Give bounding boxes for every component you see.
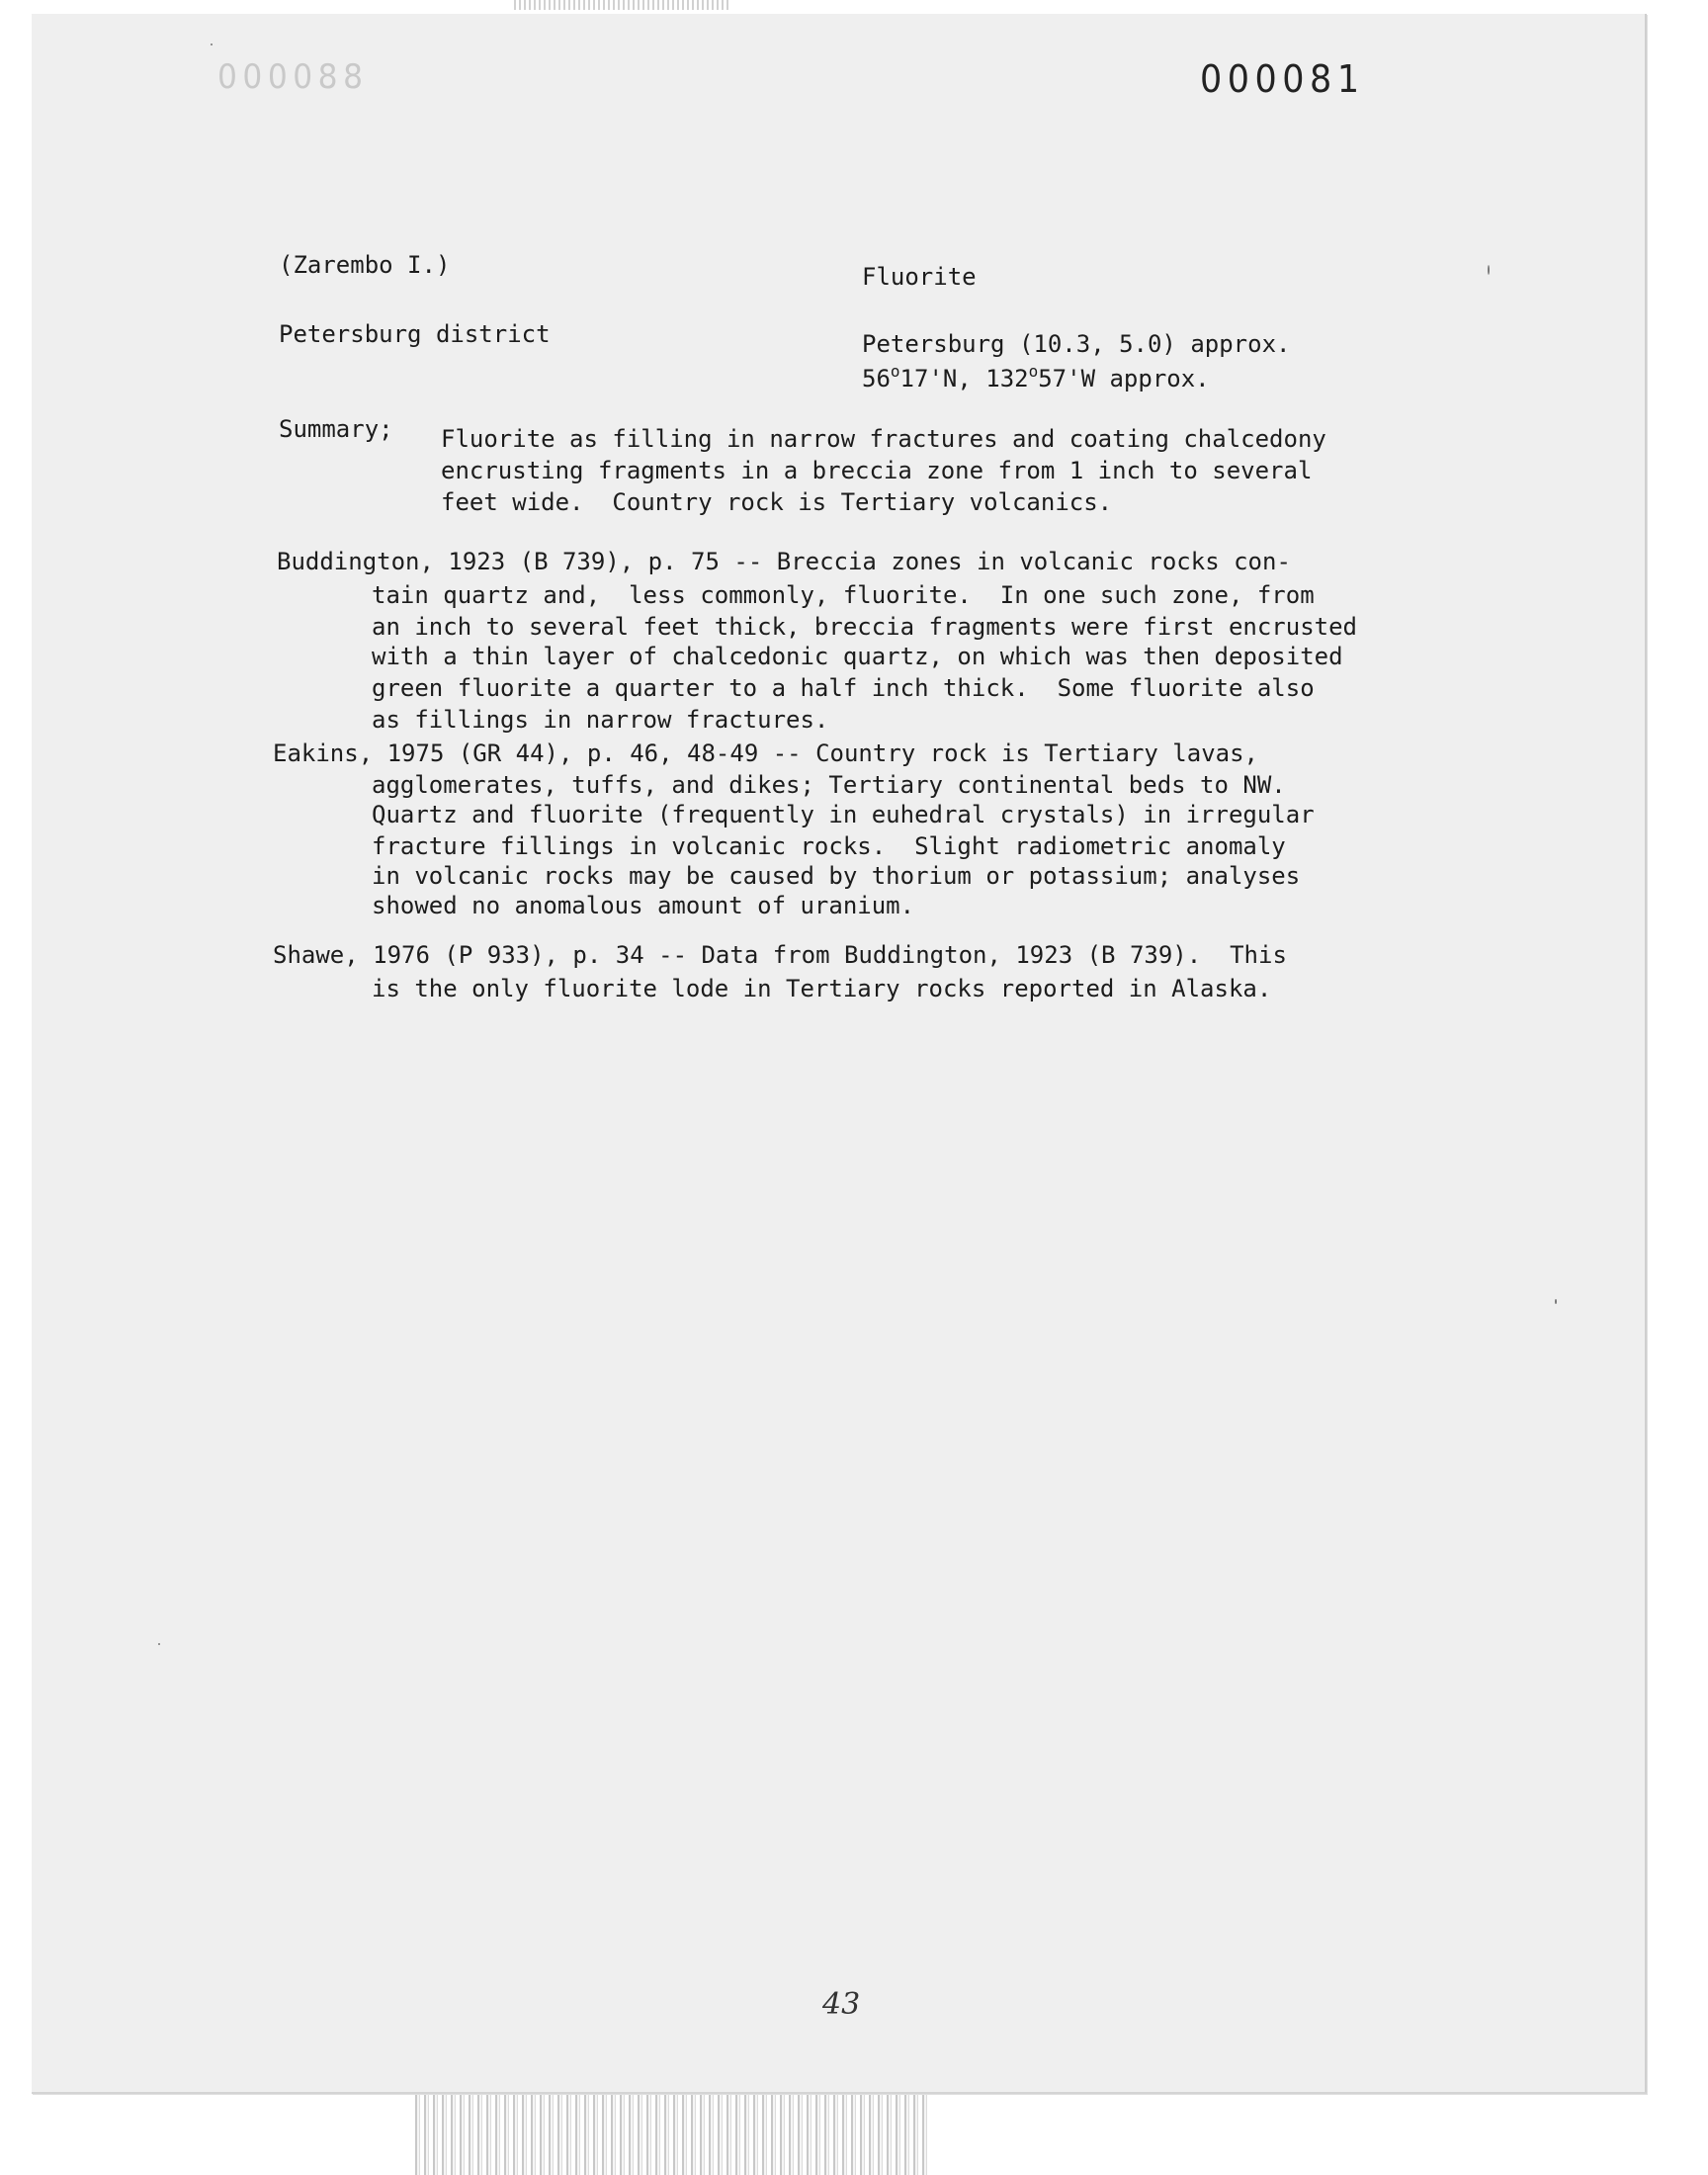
latitude-degrees: 56: [862, 365, 891, 392]
reference-line: Shawe, 1976 (P 933), p. 34 -- Data from Buddington, 1923 (B 739). This: [273, 941, 1287, 969]
scan-speck: [1488, 265, 1490, 275]
longitude-minutes: 57'W approx.: [1038, 365, 1210, 392]
coordinates-label: [862, 364, 1210, 391]
summary-line: Fluorite as filling in narrow fractures and coating chalcedony: [441, 425, 1326, 453]
location-label: (Zarembo I.): [279, 251, 451, 279]
reference-line: Buddington, 1923 (B 739), p. 75 -- Breccia zones in volcanic rocks con-: [277, 548, 1291, 575]
scan-speck: [158, 1643, 160, 1645]
reference-line: in volcanic rocks may be caused by thorium or potassium; analyses: [372, 862, 1301, 890]
reference-line: is the only fluorite lode in Tertiary rocks reported in Alaska.: [372, 975, 1272, 1002]
summary-line: encrusting fragments in a breccia zone from 1 inch to several: [441, 457, 1313, 484]
handwritten-page-number: 43: [822, 1987, 861, 2022]
reference-line: an inch to several feet thick, breccia fragments were first encrusted: [372, 613, 1357, 641]
reference-line: agglomerates, tuffs, and dikes; Tertiary continental beds to NW.: [372, 771, 1286, 799]
scan-artifact-top: [514, 0, 731, 10]
quadrangle-label: Petersburg (10.3, 5.0) approx.: [862, 330, 1291, 358]
reference-line: showed no anomalous amount of uranium.: [372, 892, 915, 919]
reference-line: Quartz and fluorite (frequently in euhedral crystals) in irregular: [372, 801, 1315, 828]
scan-speck: [1555, 1299, 1557, 1304]
district-label: Petersburg district: [279, 320, 551, 348]
degree-symbol: o: [1028, 362, 1039, 381]
latitude-minutes-longitude-degrees: 17'N, 132: [899, 365, 1029, 392]
reference-line: Eakins, 1975 (GR 44), p. 46, 48-49 -- Country rock is Tertiary lavas,: [273, 740, 1258, 767]
ghost-stamp-number: 000088: [217, 57, 369, 97]
commodity-label: Fluorite: [862, 263, 977, 291]
scan-speck: [211, 44, 213, 45]
document-page: [32, 14, 1647, 2094]
reference-line: with a thin layer of chalcedonic quartz, on which was then deposited: [372, 643, 1343, 670]
reference-line: fracture fillings in volcanic rocks. Slight radiometric anomaly: [372, 832, 1286, 860]
reference-line: as fillings in narrow fractures.: [372, 706, 829, 734]
document-stamp-number: 000081: [1200, 57, 1365, 101]
summary-label: Summary;: [279, 415, 393, 443]
reference-line: green fluorite a quarter to a half inch thick. Some fluorite also: [372, 674, 1315, 702]
degree-symbol: o: [890, 362, 900, 381]
summary-line: feet wide. Country rock is Tertiary volcanics.: [441, 488, 1113, 516]
reference-line: tain quartz and, less commonly, fluorite. In one such zone, from: [372, 581, 1315, 609]
